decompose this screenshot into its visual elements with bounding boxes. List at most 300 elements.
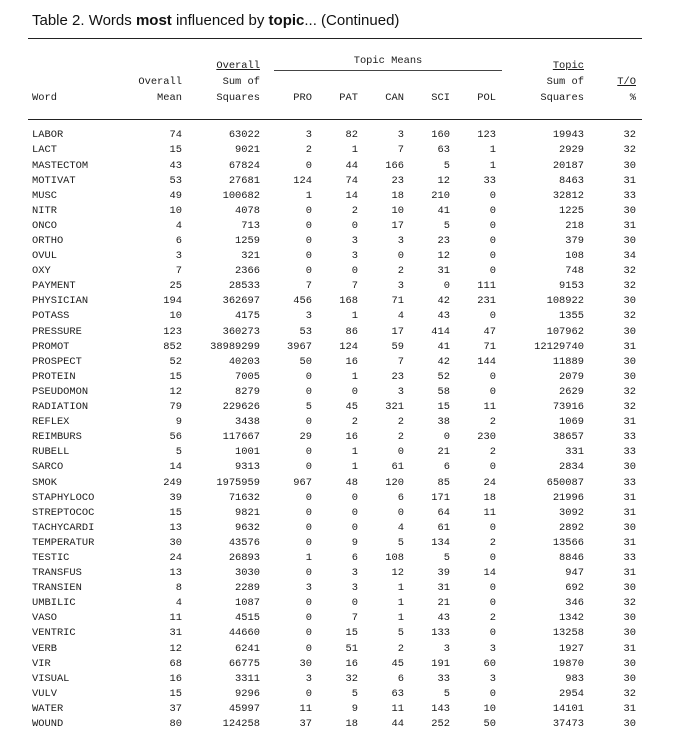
- cell-can: 44: [391, 718, 404, 730]
- cell-pol: 50: [483, 718, 496, 730]
- cell-to-pct: 30: [623, 461, 636, 474]
- header-overall-ss-line2: Sum of: [222, 75, 260, 88]
- cell-overall-ss: 362697: [222, 295, 260, 308]
- cell-can: 1: [397, 597, 404, 610]
- cell-topic-ss: 2929: [559, 144, 584, 157]
- cell-overall-mean: 14: [169, 461, 182, 474]
- cell-pat: 0: [351, 385, 358, 398]
- header-topic-pol: POL: [477, 91, 496, 104]
- cell-overall-ss: 117667: [222, 431, 260, 444]
- table-row: [28, 505, 642, 520]
- cell-to-pct: 30: [623, 657, 636, 670]
- cell-can: 11: [391, 702, 404, 715]
- header-topic-ss-line1: Topic: [552, 59, 584, 72]
- table-row: [28, 460, 642, 475]
- cell-sci: 63: [437, 144, 450, 157]
- cell-pro: 0: [305, 265, 312, 278]
- cell-can: 2: [397, 642, 404, 655]
- cell-to-pct: 31: [623, 174, 636, 187]
- cell-pol: 0: [489, 687, 496, 700]
- cell-topic-ss: 14101: [552, 702, 584, 715]
- cell-word: LABOR: [32, 129, 64, 142]
- cell-overall-mean: 194: [163, 295, 182, 308]
- cell-overall-mean: 15: [169, 687, 182, 700]
- cell-pro: 0: [305, 416, 312, 429]
- cell-topic-ss: 13258: [552, 627, 584, 640]
- cell-pat: 16: [345, 657, 358, 670]
- cell-topic-ss: 983: [565, 672, 584, 685]
- cell-can: 7: [397, 144, 404, 157]
- cell-pro: 0: [305, 567, 312, 580]
- table-row: [28, 596, 642, 611]
- cell-overall-mean: 4: [175, 597, 182, 610]
- cell-pat: 44: [345, 159, 358, 172]
- cell-can: 17: [391, 325, 404, 338]
- cell-pol: 1: [489, 159, 496, 172]
- cell-to-pct: 32: [623, 144, 636, 157]
- cell-overall-mean: 6: [175, 235, 182, 247]
- cell-pol: 0: [489, 219, 496, 232]
- cell-sci: 42: [437, 295, 450, 308]
- cell-overall-mean: 31: [169, 627, 182, 640]
- cell-sci: 31: [437, 582, 450, 595]
- cell-overall-mean: 10: [169, 310, 182, 323]
- cell-topic-ss: 32812: [552, 189, 584, 202]
- cell-word: TRANSFUS: [32, 567, 82, 580]
- cell-to-pct: 31: [623, 536, 636, 549]
- header-topic-ss-line3: Squares: [540, 91, 584, 104]
- cell-sci: 133: [431, 627, 450, 640]
- cell-pro: 50: [299, 355, 312, 368]
- cell-to-pct: 30: [623, 159, 636, 172]
- cell-overall-mean: 8: [175, 582, 182, 595]
- cell-topic-ss: 1225: [559, 204, 584, 217]
- cell-pol: 123: [477, 129, 496, 142]
- cell-can: 23: [391, 174, 404, 187]
- cell-pro: 3: [305, 582, 312, 595]
- cell-word: PROMOT: [32, 340, 70, 353]
- cell-word: MASTECTOM: [32, 159, 89, 172]
- cell-overall-ss: 1087: [235, 597, 260, 610]
- header-topic-can: CAN: [385, 91, 404, 104]
- cell-pol: 0: [489, 582, 496, 595]
- cell-sci: 160: [431, 129, 450, 142]
- cell-overall-mean: 37: [169, 702, 182, 715]
- table-row: [28, 536, 642, 551]
- cell-sci: 5: [443, 219, 450, 232]
- cell-overall-ss: 7005: [235, 370, 260, 383]
- cell-topic-ss: 1355: [559, 310, 584, 323]
- cell-to-pct: 31: [623, 219, 636, 232]
- cell-overall-ss: 124258: [222, 718, 260, 730]
- cell-overall-mean: 43: [169, 159, 182, 172]
- cell-overall-ss: 321: [241, 250, 260, 263]
- cell-word: PAYMENT: [32, 280, 76, 293]
- cell-pol: 231: [477, 295, 496, 308]
- cell-sci: 5: [443, 687, 450, 700]
- cell-can: 1: [397, 582, 404, 595]
- cell-pol: 10: [483, 702, 496, 715]
- cell-pol: 60: [483, 657, 496, 670]
- header-topic-means: Topic Means: [266, 55, 502, 71]
- cell-sci: 31: [437, 265, 450, 278]
- cell-overall-ss: 9821: [235, 506, 260, 519]
- cell-pol: 0: [489, 235, 496, 247]
- cell-word: VISUAL: [32, 672, 70, 685]
- cell-overall-ss: 6241: [235, 642, 260, 655]
- cell-overall-ss: 9021: [235, 144, 260, 157]
- cell-word: REFLEX: [32, 416, 70, 429]
- table-row: [28, 385, 642, 400]
- cell-overall-mean: 10: [169, 204, 182, 217]
- cell-pat: 16: [345, 355, 358, 368]
- cell-pro: 0: [305, 506, 312, 519]
- cell-topic-ss: 12129740: [534, 340, 584, 353]
- cell-topic-ss: 13566: [552, 536, 584, 549]
- cell-overall-mean: 9: [175, 416, 182, 429]
- cell-overall-ss: 9632: [235, 521, 260, 534]
- table-row: [28, 430, 642, 445]
- table-row: [28, 445, 642, 460]
- cell-overall-mean: 4: [175, 219, 182, 232]
- cell-pat: 5: [351, 687, 358, 700]
- cell-can: 6: [397, 491, 404, 504]
- cell-pro: 0: [305, 597, 312, 610]
- cell-can: 166: [385, 159, 404, 172]
- cell-to-pct: 33: [623, 476, 636, 489]
- cell-word: NITR: [32, 204, 57, 217]
- table-row: [28, 309, 642, 324]
- cell-pol: 111: [477, 280, 496, 293]
- cell-pol: 2: [489, 416, 496, 429]
- table-title: [32, 12, 399, 29]
- cell-pol: 2: [489, 612, 496, 625]
- cell-pat: 7: [351, 280, 358, 293]
- cell-pro: 5: [305, 401, 312, 414]
- cell-pro: 124: [293, 174, 312, 187]
- cell-to-pct: 31: [623, 506, 636, 519]
- cell-pro: 0: [305, 370, 312, 383]
- cell-to-pct: 31: [623, 702, 636, 715]
- cell-pol: 2: [489, 446, 496, 459]
- cell-overall-ss: 100682: [222, 189, 260, 202]
- cell-can: 17: [391, 219, 404, 232]
- cell-word: SARCO: [32, 461, 64, 474]
- cell-word: UMBILIC: [32, 597, 76, 610]
- cell-sci: 15: [437, 401, 450, 414]
- cell-word: VERB: [32, 642, 57, 655]
- cell-pro: 456: [293, 295, 312, 308]
- cell-sci: 33: [437, 672, 450, 685]
- title-bold-topic: topic: [268, 12, 305, 29]
- cell-pol: 33: [483, 174, 496, 187]
- cell-word: RADIATION: [32, 401, 89, 414]
- cell-can: 2: [397, 431, 404, 444]
- table-row: [28, 566, 642, 581]
- cell-topic-ss: 21996: [552, 491, 584, 504]
- cell-word: POTASS: [32, 310, 70, 323]
- cell-overall-ss: 9313: [235, 461, 260, 474]
- cell-word: PROTEIN: [32, 370, 76, 383]
- cell-pat: 1: [351, 446, 358, 459]
- cell-overall-mean: 249: [163, 476, 182, 489]
- cell-overall-ss: 43576: [228, 536, 260, 549]
- cell-topic-ss: 379: [565, 235, 584, 247]
- cell-to-pct: 32: [623, 597, 636, 610]
- cell-pat: 1: [351, 370, 358, 383]
- cell-pro: 3: [305, 310, 312, 323]
- table-header: [28, 39, 642, 129]
- cell-to-pct: 34: [623, 250, 636, 263]
- cell-pat: 15: [345, 627, 358, 640]
- cell-can: 23: [391, 370, 404, 383]
- cell-overall-mean: 68: [169, 657, 182, 670]
- table-row: [28, 173, 642, 188]
- header-to-line2: %: [629, 91, 636, 104]
- cell-overall-mean: 15: [169, 506, 182, 519]
- cell-overall-mean: 74: [169, 129, 182, 142]
- cell-word: STREPTOCOC: [32, 506, 95, 519]
- cell-sci: 61: [437, 521, 450, 534]
- cell-overall-ss: 2289: [235, 582, 260, 595]
- cell-can: 120: [385, 476, 404, 489]
- cell-overall-ss: 4175: [235, 310, 260, 323]
- cell-topic-ss: 38657: [552, 431, 584, 444]
- cell-overall-ss: 26893: [228, 551, 260, 564]
- cell-topic-ss: 107962: [546, 325, 584, 338]
- cell-overall-mean: 5: [175, 446, 182, 459]
- cell-sci: 52: [437, 370, 450, 383]
- cell-to-pct: 31: [623, 340, 636, 353]
- cell-pat: 74: [345, 174, 358, 187]
- cell-sci: 134: [431, 536, 450, 549]
- title-bold-most: most: [135, 12, 172, 29]
- cell-word: TACHYCARDI: [32, 521, 95, 534]
- cell-pol: 11: [483, 401, 496, 414]
- table-row: [28, 354, 642, 369]
- cell-pat: 86: [345, 325, 358, 338]
- cell-overall-mean: 12: [169, 385, 182, 398]
- cell-to-pct: 32: [623, 265, 636, 278]
- cell-word: MOTIVAT: [32, 174, 76, 187]
- cell-sci: 58: [437, 385, 450, 398]
- cell-word: PRESSURE: [32, 325, 82, 338]
- cell-pol: 71: [483, 340, 496, 353]
- cell-pat: 0: [351, 219, 358, 232]
- cell-pat: 1: [351, 144, 358, 157]
- cell-can: 2: [397, 416, 404, 429]
- cell-word: TRANSIEN: [32, 582, 82, 595]
- table-row: [28, 671, 642, 686]
- cell-pro: 3: [305, 129, 312, 142]
- cell-to-pct: 30: [623, 355, 636, 368]
- cell-pro: 7: [305, 280, 312, 293]
- cell-sci: 41: [437, 340, 450, 353]
- cell-overall-ss: 3438: [235, 416, 260, 429]
- cell-can: 0: [397, 250, 404, 263]
- cell-to-pct: 32: [623, 310, 636, 323]
- cell-pat: 14: [345, 189, 358, 202]
- table-row: [28, 702, 642, 717]
- table-row: [28, 717, 642, 732]
- cell-pro: 0: [305, 521, 312, 534]
- cell-can: 12: [391, 567, 404, 580]
- cell-sci: 85: [437, 476, 450, 489]
- table-row: [28, 581, 642, 596]
- cell-overall-ss: 9296: [235, 687, 260, 700]
- cell-pro: 0: [305, 627, 312, 640]
- cell-pat: 9: [351, 702, 358, 715]
- table-row: [28, 158, 642, 173]
- cell-topic-ss: 692: [565, 582, 584, 595]
- cell-can: 7: [397, 355, 404, 368]
- cell-can: 71: [391, 295, 404, 308]
- cell-pro: 0: [305, 446, 312, 459]
- cell-topic-ss: 73916: [552, 401, 584, 414]
- cell-word: VULV: [32, 687, 57, 700]
- table-row: [28, 611, 642, 626]
- cell-word: PSEUDOMON: [32, 385, 89, 398]
- cell-pol: 230: [477, 431, 496, 444]
- table-row: [28, 143, 642, 158]
- cell-pat: 45: [345, 401, 358, 414]
- cell-pol: 0: [489, 370, 496, 383]
- cell-to-pct: 31: [623, 416, 636, 429]
- table-row: [28, 324, 642, 339]
- cell-overall-ss: 3311: [235, 672, 260, 685]
- cell-overall-mean: 25: [169, 280, 182, 293]
- cell-word: OXY: [32, 265, 51, 278]
- cell-pro: 0: [305, 219, 312, 232]
- cell-pat: 1: [351, 310, 358, 323]
- cell-sci: 43: [437, 310, 450, 323]
- cell-to-pct: 33: [623, 431, 636, 444]
- cell-topic-ss: 2834: [559, 461, 584, 474]
- table-row: [28, 264, 642, 279]
- cell-pol: 0: [489, 461, 496, 474]
- cell-sci: 21: [437, 597, 450, 610]
- table-row: [28, 203, 642, 218]
- cell-overall-mean: 49: [169, 189, 182, 202]
- cell-word: WATER: [32, 702, 64, 715]
- cell-pat: 0: [351, 597, 358, 610]
- cell-pat: 82: [345, 129, 358, 142]
- cell-pro: 0: [305, 159, 312, 172]
- table-row: [28, 415, 642, 430]
- cell-sci: 171: [431, 491, 450, 504]
- cell-overall-ss: 360273: [222, 325, 260, 338]
- cell-pol: 0: [489, 204, 496, 217]
- cell-topic-ss: 331: [565, 446, 584, 459]
- cell-can: 3: [397, 385, 404, 398]
- cell-word: LACT: [32, 144, 57, 157]
- cell-pro: 53: [299, 325, 312, 338]
- cell-can: 2: [397, 265, 404, 278]
- cell-pat: 2: [351, 204, 358, 217]
- cell-topic-ss: 218: [565, 219, 584, 232]
- cell-pro: 1: [305, 551, 312, 564]
- cell-pol: 0: [489, 521, 496, 534]
- cell-overall-ss: 3030: [235, 567, 260, 580]
- cell-to-pct: 32: [623, 280, 636, 293]
- table-row: [28, 234, 642, 249]
- cell-topic-ss: 650087: [546, 476, 584, 489]
- cell-overall-mean: 24: [169, 551, 182, 564]
- cell-to-pct: 30: [623, 612, 636, 625]
- cell-overall-ss: 67824: [228, 159, 260, 172]
- table-row: [28, 475, 642, 490]
- header-topic-pat: PAT: [339, 91, 358, 104]
- cell-can: 3: [397, 129, 404, 142]
- cell-pro: 0: [305, 536, 312, 549]
- header-topic-sci: SCI: [431, 91, 450, 104]
- cell-to-pct: 32: [623, 401, 636, 414]
- cell-overall-mean: 15: [169, 370, 182, 383]
- cell-pro: 0: [305, 250, 312, 263]
- cell-to-pct: 31: [623, 491, 636, 504]
- cell-word: SMOK: [32, 476, 57, 489]
- cell-can: 6: [397, 672, 404, 685]
- cell-overall-ss: 44660: [228, 627, 260, 640]
- cell-to-pct: 30: [623, 582, 636, 595]
- cell-pat: 0: [351, 506, 358, 519]
- cell-pol: 0: [489, 551, 496, 564]
- cell-pro: 0: [305, 385, 312, 398]
- cell-pol: 24: [483, 476, 496, 489]
- cell-word: TEMPERATUR: [32, 536, 95, 549]
- cell-overall-mean: 39: [169, 491, 182, 504]
- cell-can: 45: [391, 657, 404, 670]
- table-row: [28, 128, 642, 143]
- cell-topic-ss: 1927: [559, 642, 584, 655]
- cell-word: ORTHO: [32, 235, 64, 247]
- cell-to-pct: 30: [623, 672, 636, 685]
- header-overall-ss-line1: Overall: [216, 59, 260, 72]
- cell-pro: 0: [305, 642, 312, 655]
- cell-can: 3: [397, 280, 404, 293]
- cell-to-pct: 33: [623, 189, 636, 202]
- cell-pro: 29: [299, 431, 312, 444]
- cell-sci: 210: [431, 189, 450, 202]
- cell-overall-ss: 63022: [228, 129, 260, 142]
- cell-overall-mean: 53: [169, 174, 182, 187]
- cell-overall-ss: 45997: [228, 702, 260, 715]
- cell-word: OVUL: [32, 250, 57, 263]
- cell-overall-mean: 30: [169, 536, 182, 549]
- cell-word: VASO: [32, 612, 57, 625]
- cell-pat: 6: [351, 551, 358, 564]
- cell-pat: 2: [351, 416, 358, 429]
- cell-word: PHYSICIAN: [32, 295, 89, 308]
- cell-word: RUBELL: [32, 446, 70, 459]
- cell-pro: 11: [299, 702, 312, 715]
- table-row: [28, 339, 642, 354]
- cell-pat: 32: [345, 672, 358, 685]
- cell-to-pct: 32: [623, 129, 636, 142]
- cell-to-pct: 30: [623, 295, 636, 308]
- cell-overall-mean: 123: [163, 325, 182, 338]
- table-row: [28, 400, 642, 415]
- cell-sci: 39: [437, 567, 450, 580]
- header-to-line1: T/O: [617, 75, 636, 88]
- cell-pat: 168: [339, 295, 358, 308]
- cell-pat: 16: [345, 431, 358, 444]
- cell-sci: 12: [437, 174, 450, 187]
- cell-to-pct: 33: [623, 551, 636, 564]
- cell-sci: 252: [431, 718, 450, 730]
- cell-overall-mean: 11: [169, 612, 182, 625]
- cell-can: 63: [391, 687, 404, 700]
